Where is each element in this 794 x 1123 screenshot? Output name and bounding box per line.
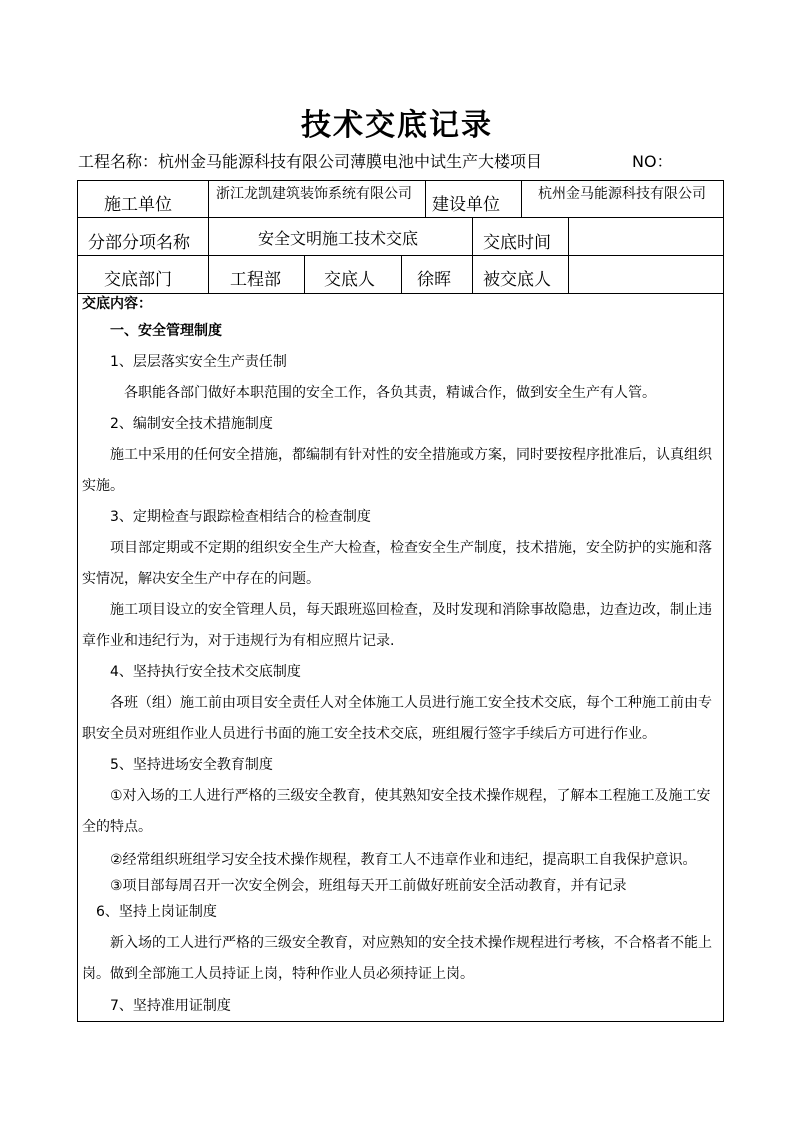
item-heading: 1、层层落实安全生产责任制 [110, 354, 287, 370]
construction-unit-value: 浙江龙凯建筑装饰系统有限公司 [216, 186, 412, 202]
paragraph-line: ②经常组织班组学习安全技术操作规程，教育工人不违章作业和违纪，提高职工自我保护意识。 [110, 852, 697, 868]
paragraph-line: 项目部定期或不定期的组织安全生产大检查，检查安全生产制度，技术措施，安全防护的实施和落 [110, 540, 712, 556]
sub-item-value: 安全文明施工技术交底 [258, 229, 419, 248]
column-divider [472, 217, 473, 293]
paragraph-line: 新入场的工人进行严格的三级安全教育，对应熟知的安全技术操作规程进行考核，不合格者不能上 [110, 935, 712, 951]
column-divider [568, 217, 569, 293]
document-title: 技术交底记录 [301, 108, 493, 143]
dept-label: 交底部门 [104, 270, 172, 290]
paragraph-line: ①对入场的工人进行严格的三级安全教育，使其熟知安全技术操作规程，了解本工程施工及施工安 [110, 788, 711, 804]
paragraph-line: 各班（组）施工前由项目安全责任人对全体施工人员进行施工安全技术交底，每个工种施工前由专 [110, 695, 712, 711]
builder-value: 杭州金马能源科技有限公司 [538, 186, 706, 202]
paragraph-line: 实情况，解决安全生产中存在的问题。 [82, 571, 320, 587]
time-label: 交底时间 [483, 233, 551, 253]
giver-label: 交底人 [324, 270, 375, 290]
item-heading: 2、编制安全技术措施制度 [110, 416, 273, 432]
paragraph-line: 施工中采用的任何安全措施，都编制有针对性的安全措施或方案，同时要按程序批准后，认真组织 [110, 447, 712, 463]
item-heading: 4、坚持执行安全技术交底制度 [110, 664, 301, 680]
paragraph-line: 施工项目设立的安全管理人员，每天跟班巡回检查，及时发现和消除事故隐患，边查边改，制止违 [110, 602, 712, 618]
project-line [78, 150, 718, 174]
project-name: 工程名称：杭州金马能源科技有限公司薄膜电池中试生产大楼项目 [78, 152, 543, 171]
receiver-label: 被交底人 [483, 270, 551, 290]
paragraph-line: ③项目部每周召开一次安全例会，班组每天开工前做好班前安全活动教育，并有记录 [110, 878, 627, 894]
giver-value: 徐晖 [417, 270, 451, 290]
row-divider [77, 217, 724, 218]
paragraph-line: 岗。做到全部施工人员持证上岗，特种作业人员必须持证上岗。 [82, 966, 474, 982]
paragraph-line: 实施。 [82, 478, 124, 494]
dept-value: 工程部 [230, 270, 281, 290]
record-number-label: NO： [632, 152, 673, 171]
item-heading: 6、坚持上岗证制度 [96, 904, 217, 920]
column-divider [208, 180, 209, 293]
sub-item-label: 分部分项名称 [88, 233, 190, 253]
row-divider [77, 293, 724, 294]
column-divider [401, 255, 402, 293]
section-heading: 一、安全管理制度 [110, 323, 222, 339]
paragraph-line: 各职能各部门做好本职范围的安全工作，各负其责，精诚合作，做到安全生产有人管。 [124, 385, 656, 401]
content-heading: 交底内容： [82, 296, 152, 312]
construction-unit-label: 施工单位 [104, 195, 172, 215]
item-heading: 5、坚持进场安全教育制度 [110, 757, 273, 773]
column-divider [521, 180, 522, 217]
paragraph-line: 职安全员对班组作业人员进行书面的施工安全技术交底，班组履行签字手续后方可进行作业。 [82, 726, 656, 742]
paragraph-line: 全的特点。 [82, 819, 152, 835]
column-divider [425, 180, 426, 217]
item-heading: 7、坚持准用证制度 [110, 998, 231, 1014]
paragraph-line: 章作业和违纪行为，对于违规行为有相应照片记录. [82, 633, 395, 649]
builder-label: 建设单位 [432, 195, 500, 215]
item-heading: 3、定期检查与跟踪检查相结合的检查制度 [110, 509, 371, 525]
column-divider [304, 255, 305, 293]
